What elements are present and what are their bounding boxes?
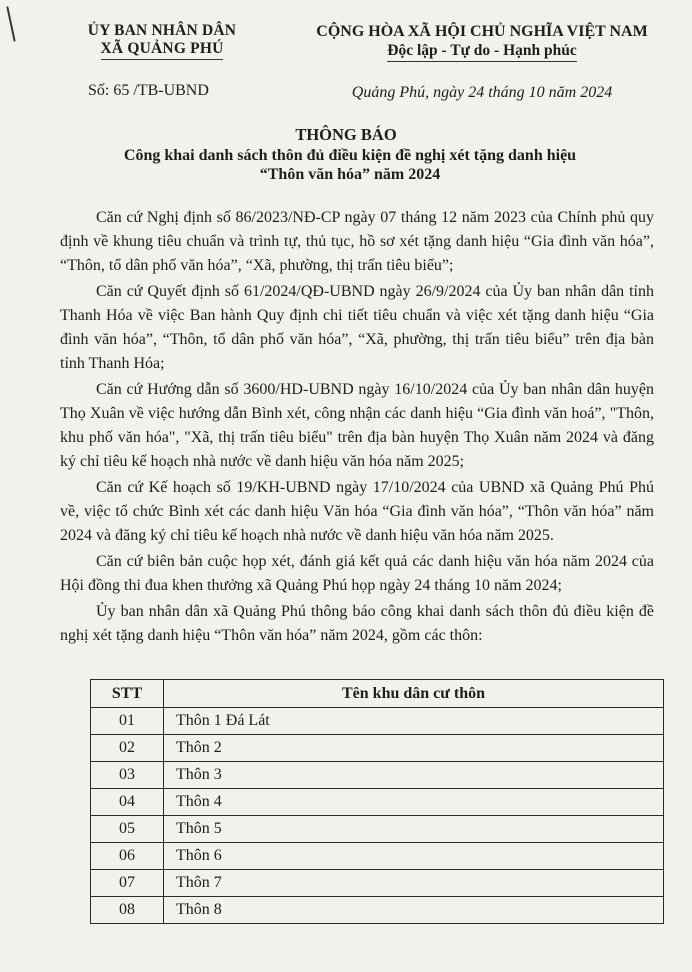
village-name: Thôn 4 <box>164 789 664 816</box>
document-subtitle <box>60 146 640 184</box>
village-name: Thôn 6 <box>164 843 664 870</box>
column-header-name: Tên khu dân cư thôn <box>164 680 664 708</box>
village-name: Thôn 2 <box>164 735 664 762</box>
table-row <box>91 816 664 843</box>
row-number: 04 <box>91 789 164 816</box>
village-name: Thôn 8 <box>164 897 664 924</box>
subtitle-line-1: Công khai danh sách thôn đủ điều kiện đề nghị xét tặng danh hiệu <box>123 147 577 164</box>
column-header-stt: STT <box>91 680 164 708</box>
document-body <box>60 206 654 650</box>
document-number: Số: 65 /TB-UBND <box>88 82 209 99</box>
nation-line-1: CỘNG HÒA XÃ HỘI CHỦ NGHĨA VIỆT NAM <box>316 23 648 40</box>
subtitle-line-2: “Thôn văn hóa” năm 2024 <box>259 166 441 183</box>
row-number: 06 <box>91 843 164 870</box>
paragraph: Căn cứ biên bản cuộc họp xét, đánh giá kết quả các danh hiệu văn hóa năm 2024 của Hội đồng thi đua khen thưởng xã Quảng Phú họp ngày 24 tháng 10 năm 2024; <box>60 553 654 594</box>
table-row <box>91 897 664 924</box>
org-line-1: ỦY BAN NHÂN DÂN <box>87 22 237 39</box>
row-number: 02 <box>91 735 164 762</box>
table-row <box>91 762 664 789</box>
paragraph: Căn cứ Nghị định số 86/2023/NĐ-CP ngày 07 tháng 12 năm 2023 của Chính phủ quy định về khung tiêu chuẩn và trình tự, thủ tục, hồ sơ xét tặng danh hiệu “Gia đình văn hóa”, “Thôn, tổ dân phố văn hóa”, “Xã, phường, thị trấn tiêu biểu”; <box>60 209 654 274</box>
org-line-2: XÃ QUẢNG PHÚ <box>101 40 224 60</box>
village-name: Thôn 3 <box>164 762 664 789</box>
row-number: 01 <box>91 708 164 735</box>
paragraph: Căn cứ Kế hoạch số 19/KH-UBND ngày 17/10/2024 của UBND xã Quảng Phú Phú về, việc tổ chức Bình xét các danh hiệu Văn hóa “Gia đình văn hóa”, “Thôn văn hóa” năm 2024 và đăng ký chỉ tiêu kế hoạch nhà nước về danh hiệu văn hóa năm 2025. <box>60 479 654 544</box>
village-table <box>90 679 664 924</box>
village-name: Thôn 7 <box>164 870 664 897</box>
row-number: 03 <box>91 762 164 789</box>
table-row <box>91 735 664 762</box>
issuing-authority <box>62 22 262 60</box>
table-row <box>91 708 664 735</box>
village-name: Thôn 1 Đá Lát <box>164 708 664 735</box>
paragraph: Ủy ban nhân dân xã Quảng Phú thông báo công khai danh sách thôn đủ điều kiện đề nghị xét tặng danh hiệu “Thôn văn hóa” năm 2024, gồm các thôn: <box>60 603 654 644</box>
row-number: 08 <box>91 897 164 924</box>
paragraph: Căn cứ Quyết định số 61/2024/QĐ-UBND ngày 26/9/2024 của Ủy ban nhân dân tỉnh Thanh Hóa về việc Ban hành Quy định chi tiết tiêu chuẩn và việc xét tặng danh hiệu “Gia đình văn hóa”, “Thôn, tổ dân phố văn hóa”, “Xã, phường, thị trấn tiêu biểu” trên địa bàn tỉnh Thanh Hóa; <box>60 283 654 372</box>
national-motto <box>272 22 692 62</box>
document-title: THÔNG BÁO <box>295 125 397 144</box>
row-number: 05 <box>91 816 164 843</box>
paragraph: Căn cứ Hướng dẫn số 3600/HD-UBND ngày 16/10/2024 của Ủy ban nhân dân huyện Thọ Xuân về việc hướng dẫn Bình xét, công nhận các danh hiệu “Gia đình văn hoá”, "Thôn, khu phố văn hóa", "Xã, thị trấn tiêu biểu" trên địa bàn huyện Thọ Xuân năm 2024 và đăng ký chỉ tiêu kế hoạch nhà nước về danh hiệu văn hóa năm 2025; <box>60 381 654 470</box>
table-header-row <box>91 680 664 708</box>
nation-line-2: Độc lập - Tự do - Hạnh phúc <box>387 41 576 62</box>
table-row <box>91 843 664 870</box>
table-row <box>91 789 664 816</box>
place-date: Quảng Phú, ngày 24 tháng 10 năm 2024 <box>351 84 613 101</box>
row-number: 07 <box>91 870 164 897</box>
pen-mark <box>6 6 15 42</box>
table-row <box>91 870 664 897</box>
village-name: Thôn 5 <box>164 816 664 843</box>
